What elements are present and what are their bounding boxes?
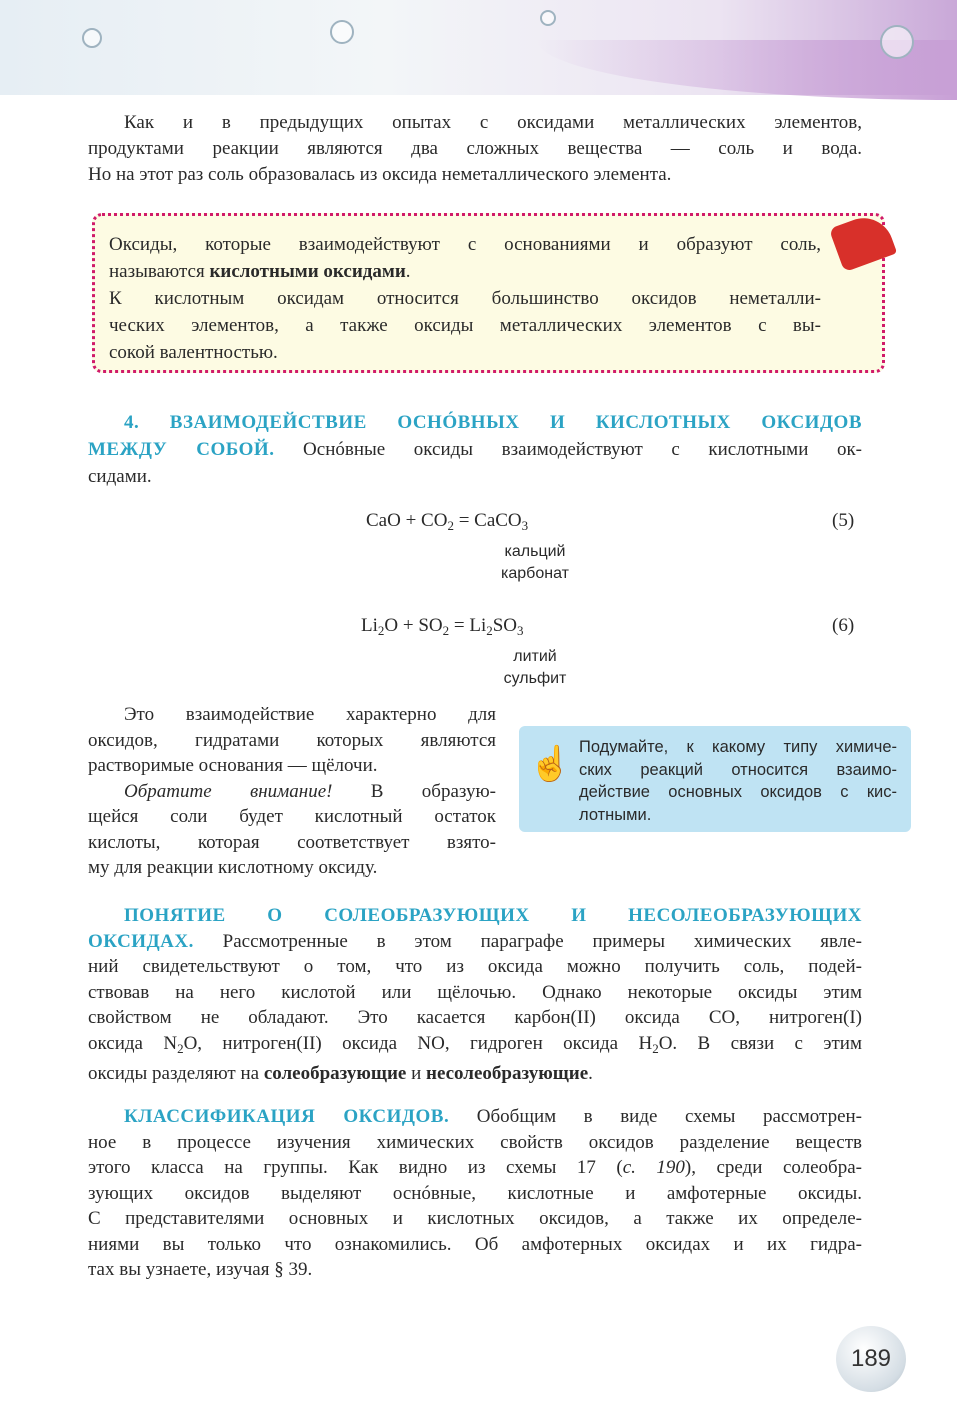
text-line: кислоты, которая соответствует взято- xyxy=(88,831,496,853)
text-line: Как и в предыдущих опытах с оксидами металлических элементов, xyxy=(124,112,862,133)
bubble-icon xyxy=(82,28,102,48)
equation-caption: кальций карбонат xyxy=(501,543,569,582)
text-line: действие основных оксидов с кис- xyxy=(579,783,897,801)
text-line: щейся соли будет кислотный остаток xyxy=(88,806,496,827)
equation-number: (6) xyxy=(832,615,855,636)
text-line: ствовав на него кислотой или щёлочью. Однако некоторые оксиды этим xyxy=(88,981,862,1003)
term-acidic-oxides: кислотными оксидами xyxy=(209,261,406,282)
section-heading: МЕЖДУ СОБОЙ. xyxy=(88,439,275,460)
text-line: Но на этот раз соль образовалась из оксида неметаллического элемента. xyxy=(88,164,672,185)
text-line: ное в процессе изучения химических свойств оксидов разделение веществ xyxy=(88,1131,862,1153)
equation-5: CaO + $CO_2$ = CaCO$_3$ xyxy=(366,510,529,533)
definition-box xyxy=(92,213,885,373)
text: . xyxy=(405,261,411,282)
equation-6: $Li_2O + SO_2 = Li_2SO_3$ xyxy=(361,615,524,638)
page-reference-link[interactable]: с. 190 xyxy=(622,1157,685,1178)
text-line: тах вы узнаете, изучая § 39. xyxy=(88,1259,313,1280)
text-line: Подумайте, к какому типу химиче- xyxy=(579,738,897,756)
text: Оснóвные оксиды взаимодействуют с кислотными ок- xyxy=(274,439,862,460)
bubble-icon xyxy=(330,20,354,44)
text-line: ских реакций относится взаимо- xyxy=(579,760,897,779)
text-line: сидами. xyxy=(88,466,152,487)
section-heading: 4. ВЗАИМОДЕЙСТВИЕ ОСНÓВНЫХ И КИСЛОТНЫХ ОКСИДОВ xyxy=(124,412,862,433)
note-paragraph: Это взаимодействие характерно для оксидов, гидратами которых являются растворимые основания — щёлочи. Обратите внимание! В образую- щейся соли будет кислотный остаток кислоты, которая соответствует взято- му для реакции кислотному оксиду. xyxy=(88,702,496,881)
equation-caption: литий сульфит xyxy=(503,648,567,687)
equation-number: (5) xyxy=(832,510,855,531)
text-line: свойством не обладают. Это касается карбон(II) оксида CO, нитроген(I) xyxy=(88,1007,862,1028)
text-line: этого класса на группы. Как видно из схемы 17 (с. 190), среди солеобра- xyxy=(88,1157,862,1178)
text-line: зующих оксидов выделяют оснóвные, кислотные и амфотерные оксиды. xyxy=(88,1182,862,1204)
page-number: 189 xyxy=(836,1326,906,1392)
text-line: ческих элементов, а также оксиды металлических элементов с вы- xyxy=(109,315,821,336)
text-line: продуктами реакции являются два сложных вещества — соль и вода. xyxy=(88,138,862,159)
text-line: С представителями основных и кислотных оксидов, а также их определе- xyxy=(88,1208,862,1229)
header-banner xyxy=(0,0,957,95)
text-line: сокой валентностью. xyxy=(109,342,278,363)
text-line: оксида $N_2O$, нитроген(II) оксида NO, гидроген оксида $H_2O$. В связи с этим xyxy=(88,1032,862,1056)
section-heading: ПОНЯТИЕ О СОЛЕОБРАЗУЮЩИХ И НЕСОЛЕОБРАЗУЮЩИХ xyxy=(124,905,862,926)
intro-paragraph xyxy=(88,110,862,188)
text-line: Оксиды, которые взаимодействуют с основаниями и образуют соль, xyxy=(109,234,821,255)
text-line: оксидов, гидратами которых являются xyxy=(88,729,496,751)
text-line: растворимые основания — щёлочи. xyxy=(88,755,378,776)
text-line: Это взаимодействие характерно для xyxy=(124,704,496,725)
attention-note: Обратите внимание! xyxy=(124,780,333,802)
text: называются xyxy=(109,261,210,282)
section-salt-forming: ПОНЯТИЕ О СОЛЕОБРАЗУЮЩИХ И НЕСОЛЕОБРАЗУЮЩИХ ОКСИДАХ. Рассмотренные в этом параграфе примеры химических явле- ний свидетельствуют о том, что из оксида можно получить соль, подей- ствовав на него кислотой или щёлочью. Однако некоторые оксиды этим свойством не обладают. Это касается карбон(II) оксида CO, нитроген(I) оксида $N_2O$, нитроген(II) оксида NO, гидроген оксида $H_2O$. В связи с этим оксиды разделяют на солеобразующие и несолеобразующие. xyxy=(88,903,862,1087)
text-line: му для реакции кислотному оксиду. xyxy=(88,857,378,878)
text-line: ниями вы только что ознакомились. Об амфотерных оксидах и их гидра- xyxy=(88,1233,862,1255)
section-classification: КЛАССИФИКАЦИЯ ОКСИДОВ. Обобщим в виде схемы рассмотрен- ное в процессе изучения химических свойств оксидов разделение веществ этого класса на группы. Как видно из схемы 17 (с. 190), среди солеобра- зующих оксидов выделяют оснóвные, кислотные и амфотерные оксиды. С представителями основных и кислотных оксидов, а также их определе- ниями вы только что ознакомились. Об амфотерных оксидах и их гидра- тах вы узнаете, изучая § 39. xyxy=(88,1104,862,1283)
pointing-hand-icon: ☝ xyxy=(529,746,572,783)
section-heading: ОКСИДАХ. xyxy=(88,930,194,952)
text-line: оксиды разделяют на солеобразующие и несолеобразующие. xyxy=(88,1063,593,1084)
text-line: лотными. xyxy=(579,805,652,824)
bubble-icon xyxy=(880,25,914,59)
think-box xyxy=(519,726,911,832)
section-heading: КЛАССИФИКАЦИЯ ОКСИДОВ. xyxy=(124,1106,450,1127)
text-line: К кислотным оксидам относится большинство оксидов неметалли- xyxy=(109,288,821,309)
bubble-icon xyxy=(540,10,556,26)
text-line: ний свидетельствуют о том, что из оксида можно получить соль, подей- xyxy=(88,956,862,977)
section-4 xyxy=(88,409,862,490)
